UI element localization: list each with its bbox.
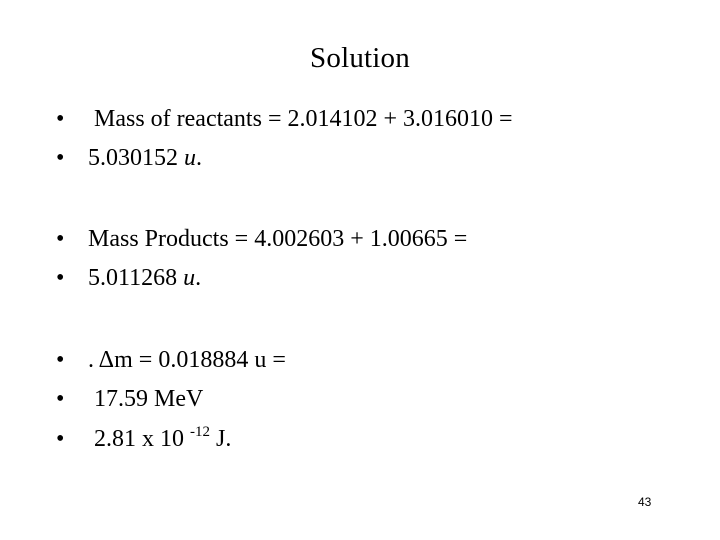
energy-joules-exponent: -12 — [190, 424, 210, 440]
bullet-icon: • — [56, 426, 65, 452]
list-item-energy-mev — [56, 384, 203, 414]
page-number: 43 — [638, 495, 652, 509]
unit-u: u — [183, 265, 196, 291]
period: . — [196, 145, 202, 171]
bullet-icon: • — [56, 386, 65, 412]
bullet-icon: • — [56, 145, 65, 171]
mass-reactants-text: Mass of reactants = 2.014102 + 3.016010 = — [88, 106, 513, 132]
unit-u: u — [184, 145, 196, 171]
list-item-mass-reactants — [56, 104, 513, 134]
slide-title: Solution — [310, 42, 410, 74]
list-item-mass-products-value — [56, 263, 201, 293]
mass-reactants-value: 5.030152 — [88, 145, 184, 171]
list-item-mass-products — [56, 224, 467, 254]
mass-products-value: 5.011268 — [88, 265, 184, 291]
energy-mev-text: 17.59 MeV — [88, 386, 204, 412]
bullet-icon: • — [56, 226, 65, 252]
list-item-mass-reactants-value — [56, 143, 202, 173]
period: . — [195, 265, 202, 291]
delta-m-text: . Δm = 0.018884 u = — [88, 347, 286, 373]
bullet-icon: • — [56, 265, 65, 291]
bullet-icon: • — [56, 347, 65, 373]
mass-products-text: Mass Products = 4.002603 + 1.00665 = — [88, 226, 468, 252]
bullet-icon: • — [56, 106, 65, 132]
energy-joules-suffix: J. — [210, 426, 232, 452]
list-item-energy-joules — [56, 424, 231, 454]
energy-joules-prefix: 2.81 x 10 — [88, 426, 190, 452]
list-item-delta-m — [56, 345, 286, 375]
